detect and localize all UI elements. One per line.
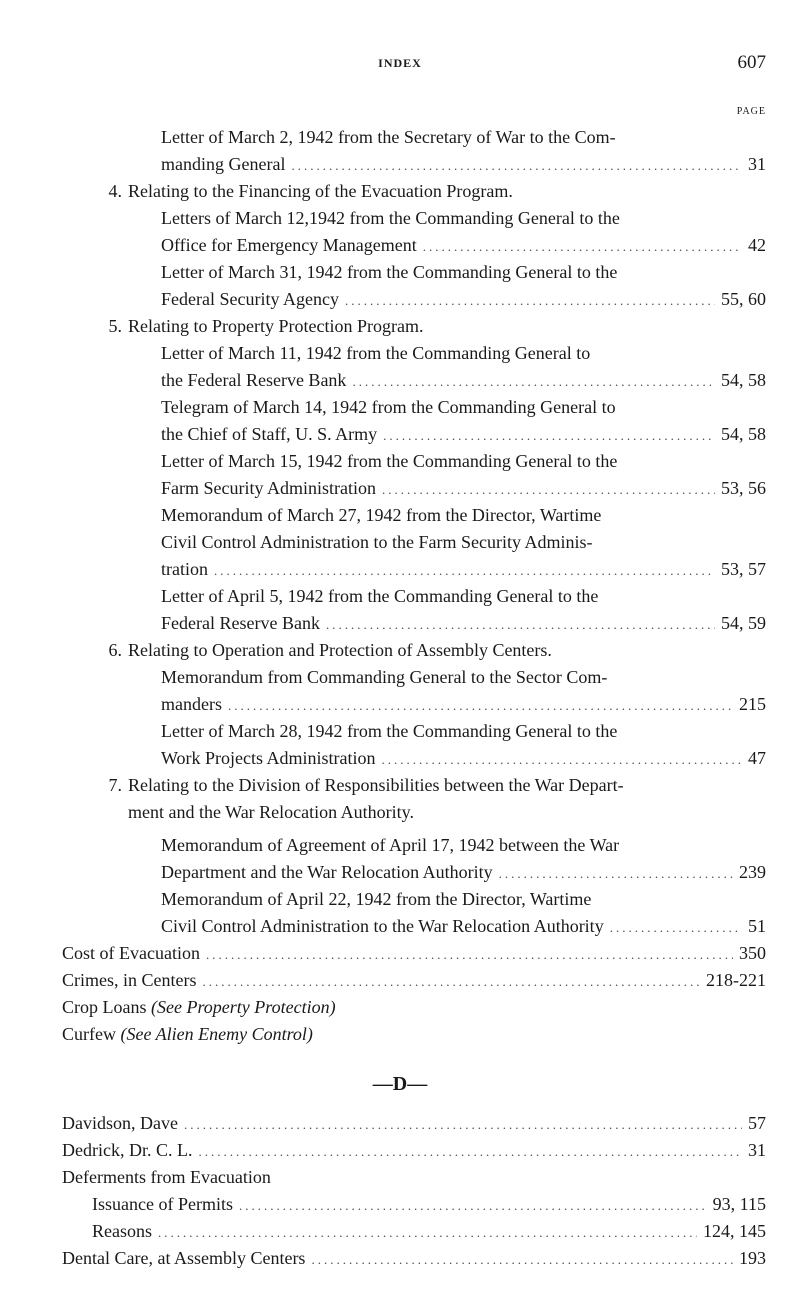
index-entry [0, 1110, 800, 1137]
index-entry-text: the Federal Reserve Bank [161, 370, 347, 390]
index-entry [0, 151, 800, 178]
cross-reference: (See Alien Enemy Control) [120, 1024, 313, 1044]
page-ref: 53, 56 [721, 478, 766, 498]
leader-dots [202, 968, 700, 995]
page-ref: 57 [748, 1113, 766, 1133]
subheading [0, 178, 800, 205]
index-entry-text: tration [161, 559, 208, 579]
page-ref: 31 [748, 154, 766, 174]
index-content [0, 124, 800, 1272]
index-entry-text: Telegram of March 14, 1942 from the Commanding General to [161, 397, 616, 417]
index-entry [0, 913, 800, 940]
page-ref: 54, 59 [721, 613, 766, 633]
index-entry [0, 421, 800, 448]
index-entry-text: Department and the War Relocation Authority [161, 862, 493, 882]
leader-dots [382, 746, 742, 773]
index-entry-text: Cost of Evacuation [62, 943, 200, 963]
index-entry-text: Deferments from Evacuation [62, 1167, 271, 1187]
index-entry-text: Civil Control Administration to the War Relocation Authority [161, 916, 604, 936]
leader-dots [610, 914, 742, 941]
index-entry [0, 1137, 800, 1164]
leader-dots [184, 1111, 742, 1138]
index-entry [0, 1218, 800, 1245]
index-entry-text: Dental Care, at Assembly Centers [62, 1248, 306, 1268]
leader-dots [291, 152, 742, 179]
page-ref: 47 [748, 748, 766, 768]
leader-dots [345, 287, 715, 314]
index-entry [0, 286, 800, 313]
index-entry-text: Curfew [62, 1024, 116, 1044]
page-number: 607 [737, 52, 766, 73]
index-entry [0, 940, 800, 967]
index-entry [0, 1021, 800, 1048]
index-entry-text: the Chief of Staff, U. S. Army [161, 424, 378, 444]
leader-dots [352, 368, 715, 395]
page-ref: 54, 58 [721, 424, 766, 444]
index-entry-text: Federal Security Agency [161, 289, 339, 309]
page-ref: 53, 57 [721, 559, 766, 579]
leader-dots [311, 1246, 733, 1273]
page-ref: 350 [739, 943, 766, 963]
leader-dots [423, 233, 742, 260]
index-entry-text: Letter of March 11, 1942 from the Commanding General to [161, 343, 591, 363]
leader-dots [326, 611, 715, 638]
index-entry-text: Federal Reserve Bank [161, 613, 320, 633]
index-entry-text: Crop Loans [62, 997, 147, 1017]
index-entry [0, 367, 800, 394]
index-entry-text: Reasons [92, 1221, 152, 1241]
index-entry-text: Work Projects Administration [161, 748, 376, 768]
index-entry-text: Memorandum of Agreement of April 17, 1942 between the War [161, 835, 620, 855]
leader-dots [499, 860, 733, 887]
index-entry [0, 967, 800, 994]
index-entry-text: Farm Security Administration [161, 478, 376, 498]
leader-dots [158, 1219, 697, 1246]
page-ref: 218-221 [706, 970, 766, 990]
index-entry-text: manding General [161, 154, 286, 174]
subheading-text: Relating to the Division of Responsibilities between the War Depart- [128, 775, 624, 795]
subheading-text: Relating to the Financing of the Evacuation Program. [128, 181, 513, 201]
index-entry [0, 556, 800, 583]
page-ref: 124, 145 [703, 1221, 766, 1241]
page-ref: 215 [739, 694, 766, 714]
index-entry [0, 475, 800, 502]
index-entry-text: Office for Emergency Management [161, 235, 417, 255]
index-entry-text: Letter of March 15, 1942 from the Commanding General to the [161, 451, 618, 471]
index-entry-text: Letters of March 12,1942 from the Commanding General to the [161, 208, 620, 228]
item-number: 7. [108, 775, 122, 795]
index-entry-text: Civil Control Administration to the Farm Security Adminis- [161, 532, 593, 552]
page-column-label: PAGE [736, 106, 766, 117]
index-entry [0, 859, 800, 886]
subheading [0, 637, 800, 664]
index-entry [0, 1191, 800, 1218]
index-entry [0, 994, 800, 1021]
index-entry [0, 745, 800, 772]
leader-dots [382, 476, 715, 503]
item-number: 6. [108, 640, 122, 660]
index-entry-text: Memorandum from Commanding General to the Sector Com- [161, 667, 608, 687]
page-ref: 51 [748, 916, 766, 936]
index-entry-text: Letter of March 2, 1942 from the Secretary of War to the Com- [161, 127, 616, 147]
leader-dots [206, 941, 733, 968]
index-entry-text: Letter of April 5, 1942 from the Commanding General to the [161, 586, 599, 606]
index-entry [0, 610, 800, 637]
subheading [0, 772, 800, 799]
item-number: 5. [108, 316, 122, 336]
page-header [0, 52, 800, 76]
leader-dots [239, 1192, 707, 1219]
index-entry-text: Davidson, Dave [62, 1113, 178, 1133]
subheading-text: ment and the War Relocation Authority. [128, 802, 414, 822]
item-number: 4. [108, 181, 122, 201]
running-head: INDEX [378, 56, 422, 70]
cross-reference: (See Property Protection) [151, 997, 336, 1017]
index-entry-text: Memorandum of April 22, 1942 from the Director, Wartime [161, 889, 592, 909]
index-entry-text: Crimes, in Centers [62, 970, 197, 990]
subheading-text: Relating to Property Protection Program. [128, 316, 424, 336]
index-entry [0, 691, 800, 718]
leader-dots [198, 1138, 742, 1165]
index-entry [0, 232, 800, 259]
leader-dots [383, 422, 715, 449]
leader-dots [214, 557, 715, 584]
index-entry-text: Dedrick, Dr. C. L. [62, 1140, 193, 1160]
page-ref: 42 [748, 235, 766, 255]
page-ref: 239 [739, 862, 766, 882]
subheading-text: Relating to Operation and Protection of Assembly Centers. [128, 640, 552, 660]
page-ref: 54, 58 [721, 370, 766, 390]
page-ref: 31 [748, 1140, 766, 1160]
section-heading: —D— [372, 1073, 428, 1095]
index-entry-text: manders [161, 694, 222, 714]
page-ref: 55, 60 [721, 289, 766, 309]
index-entry-text: Memorandum of March 27, 1942 from the Director, Wartime [161, 505, 602, 525]
leader-dots [228, 692, 733, 719]
index-entry-text: Letter of March 31, 1942 from the Commanding General to the [161, 262, 618, 282]
index-entry-text: Letter of March 28, 1942 from the Commanding General to the [161, 721, 618, 741]
index-entry [0, 1245, 800, 1272]
subheading [0, 313, 800, 340]
index-entry-text: Issuance of Permits [92, 1194, 233, 1214]
page-ref: 93, 115 [712, 1194, 766, 1214]
page-ref: 193 [739, 1248, 766, 1268]
